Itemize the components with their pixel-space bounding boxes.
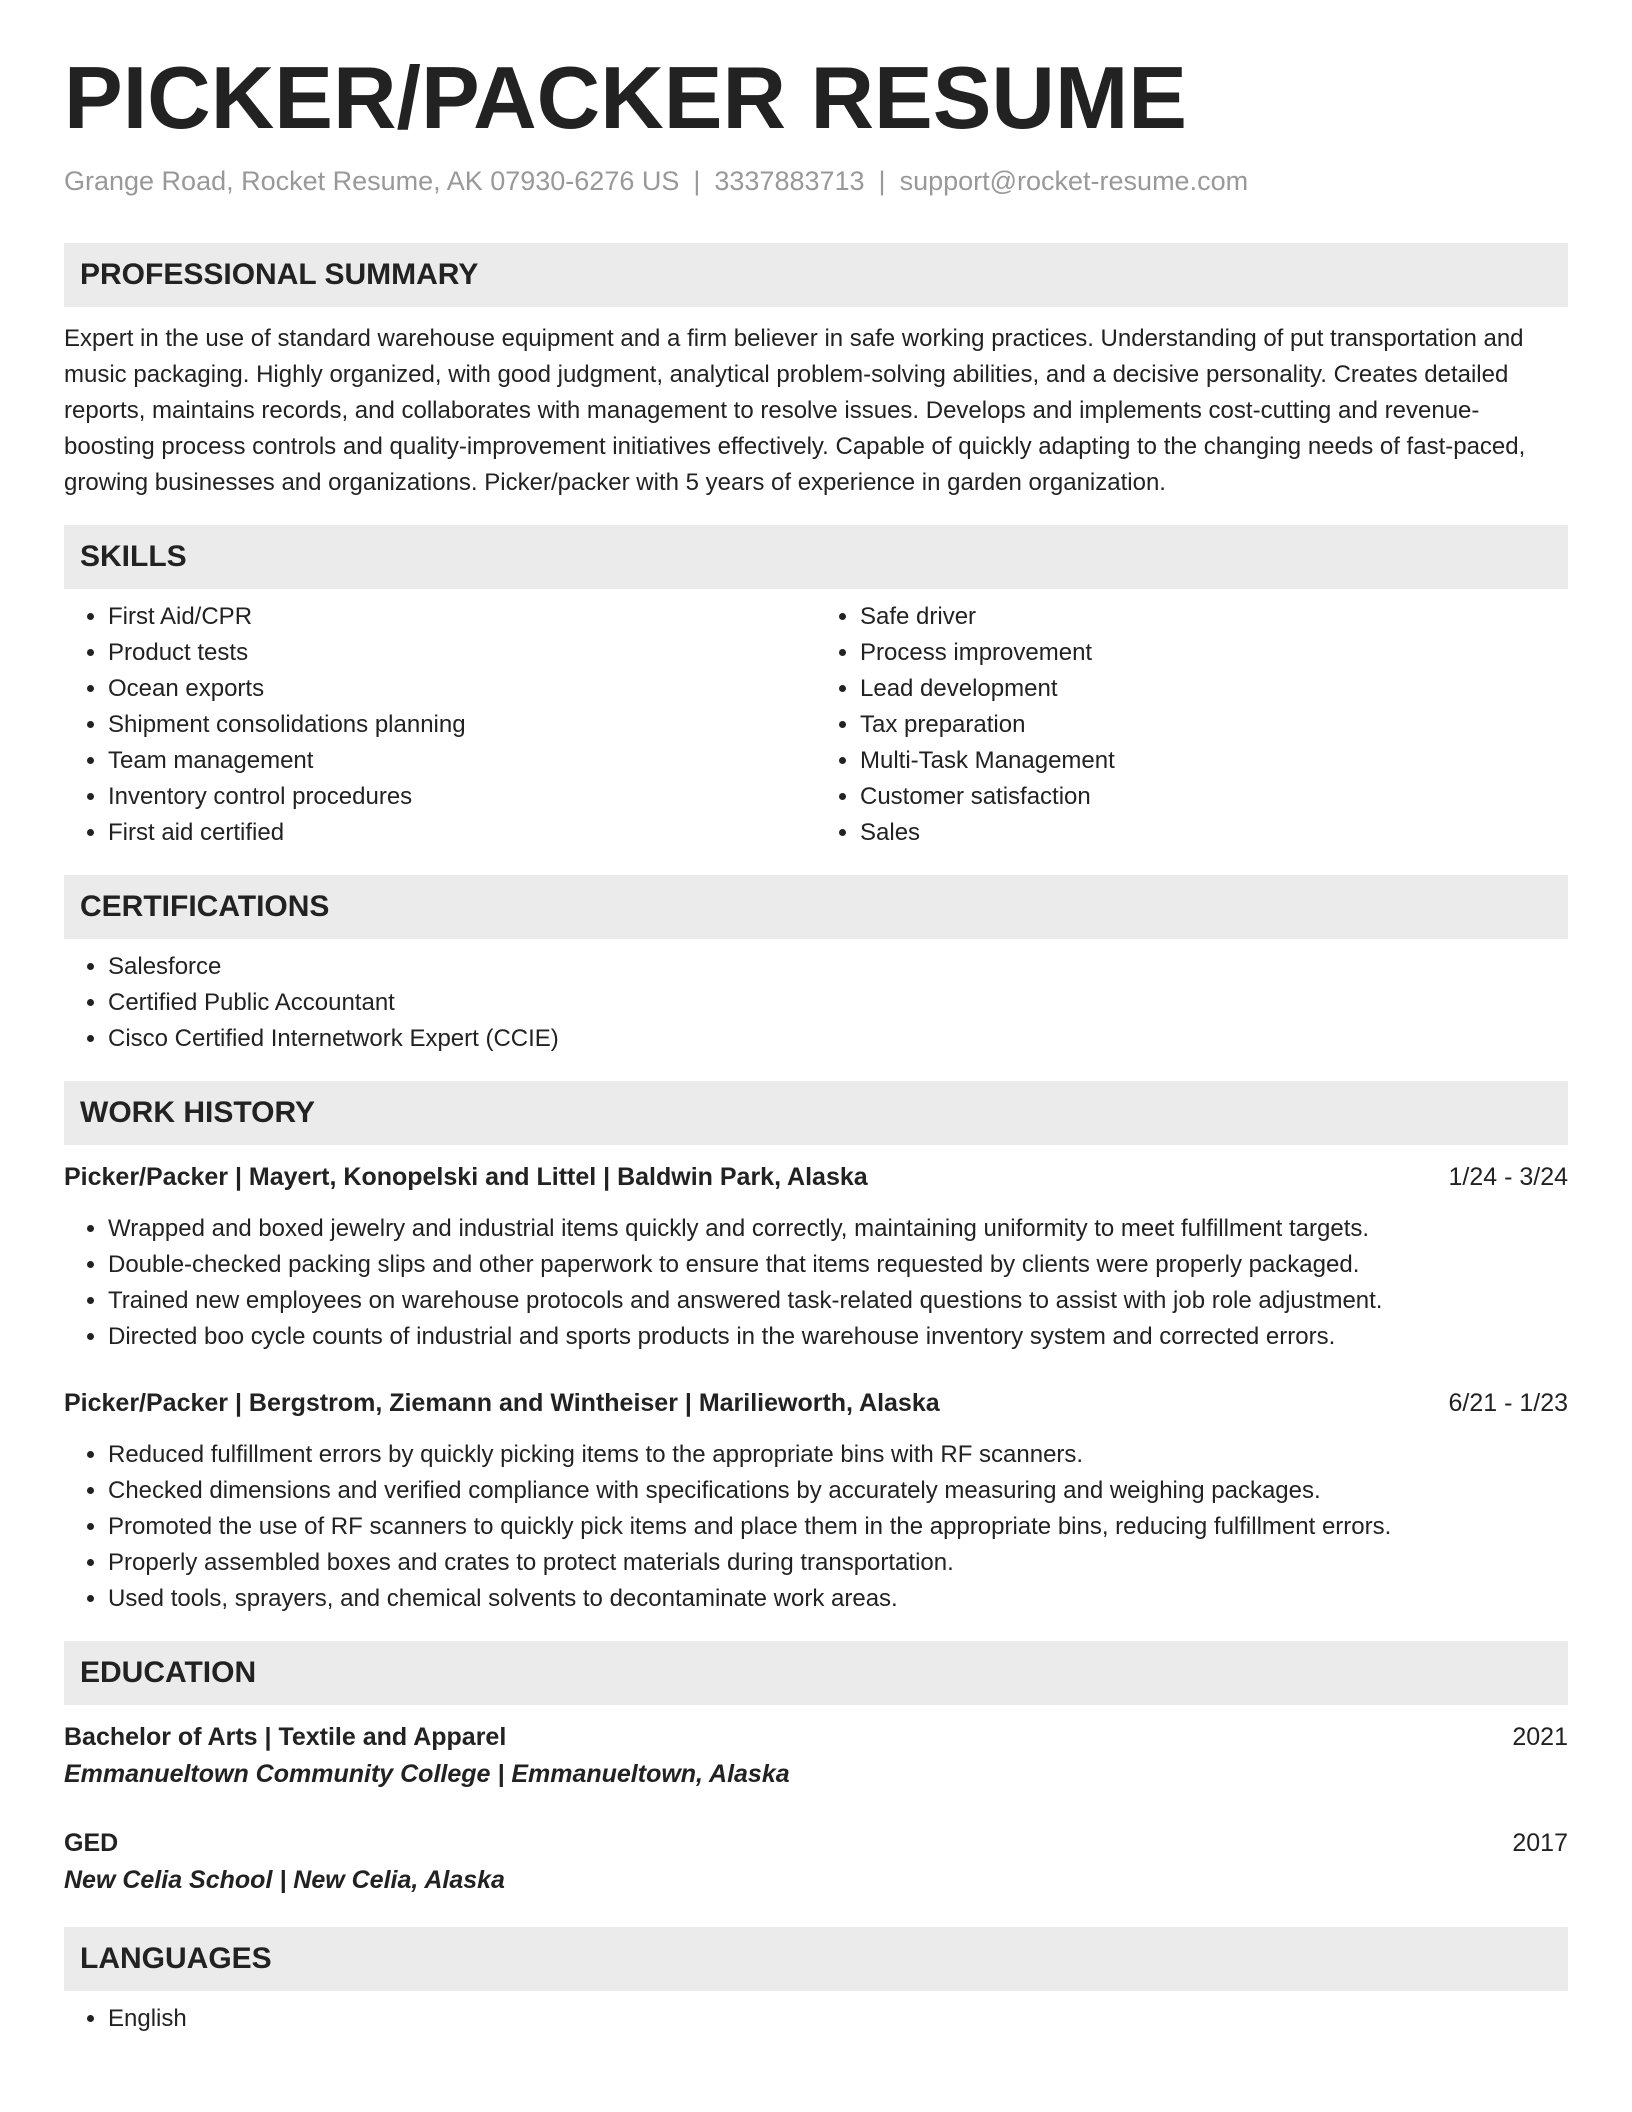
job-dates: 1/24 - 3/24 [1448, 1163, 1568, 1192]
job-bullet: • Trained new employees on warehouse protocols and answered task-related questions to assist with job role adjustment. [108, 1283, 1568, 1319]
resume-title: PICKER/PACKER RESUME [64, 48, 1187, 147]
skills-list-left [64, 599, 816, 851]
skill-item: • Team management [108, 743, 816, 779]
separator: | [693, 166, 701, 197]
education-school: Emmanueltown Community College | Emmanueltown, Alaska [64, 1760, 790, 1789]
certification-item: • Cisco Certified Internetwork Expert (CCIE) [108, 1021, 1568, 1057]
skill-item: • Sales [860, 815, 1568, 851]
job-title: Picker/Packer | Bergstrom, Ziemann and Wintheiser | Marilieworth, Alaska [64, 1389, 940, 1418]
skill-item: • First aid certified [108, 815, 816, 851]
section-header-summary: PROFESSIONAL SUMMARY [64, 243, 1568, 307]
skill-item: • Lead development [860, 671, 1568, 707]
education-year: 2021 [1512, 1723, 1568, 1752]
certification-item: • Salesforce [108, 949, 1568, 985]
section-header-skills: SKILLS [64, 525, 1568, 589]
education-heading [64, 1825, 1568, 1861]
job-bullet: • Properly assembled boxes and crates to protect materials during transportation. [108, 1545, 1568, 1581]
languages-list [64, 2001, 1568, 2037]
summary-text: Expert in the use of standard warehouse equipment and a firm believer in safe working practices. Understanding of put transportation and music packaging. Highly organized, with good judgment, analytical problem-solving abilities, and a decisive personality. Creates detailed reports, maintains records, and collaborates with management to resolve issues. Develops and implements cost-cutting and revenue-boosting process controls and quality-improvement initiatives effectively. Capable of quickly adapting to the changing needs of fast-paced, growing businesses and organizations. Picker/packer with 5 years of experience in garden organization. [64, 325, 1526, 497]
education-degree: GED [64, 1829, 119, 1858]
contact-line [64, 166, 1568, 197]
section-header-certifications: CERTIFICATIONS [64, 875, 1568, 939]
job-bullet: • Checked dimensions and verified compliance with specifications by accurately measuring and weighing packages. [108, 1473, 1568, 1509]
job-heading [64, 1385, 1568, 1421]
language-item: • English [108, 2001, 1568, 2037]
job-bullet: • Used tools, sprayers, and chemical solvents to decontaminate work areas. [108, 1581, 1568, 1617]
skill-item: • Customer satisfaction [860, 779, 1568, 815]
job-bullet: • Wrapped and boxed jewelry and industrial items quickly and correctly, maintaining uniformity to meet fulfillment targets. [108, 1211, 1568, 1247]
address: Grange Road, Rocket Resume, AK 07930-6276 US [64, 166, 680, 197]
job-bullets [64, 1437, 1568, 1617]
section-header-languages: LANGUAGES [64, 1927, 1568, 1991]
education-school: New Celia School | New Celia, Alaska [64, 1866, 505, 1895]
job-bullets [64, 1211, 1568, 1355]
section-header-work-history: WORK HISTORY [64, 1081, 1568, 1145]
certifications-list [64, 949, 1568, 1057]
skills-columns [64, 599, 1568, 851]
education-degree: Bachelor of Arts | Textile and Apparel [64, 1723, 507, 1752]
job-bullet: • Double-checked packing slips and other paperwork to ensure that items requested by clients were properly packaged. [108, 1247, 1568, 1283]
skill-item: • Inventory control procedures [108, 779, 816, 815]
education-heading [64, 1719, 1568, 1755]
skill-item: • First Aid/CPR [108, 599, 816, 635]
certification-item: • Certified Public Accountant [108, 985, 1568, 1021]
email: support@rocket-resume.com [899, 166, 1249, 197]
section-header-education: EDUCATION [64, 1641, 1568, 1705]
job-heading [64, 1159, 1568, 1195]
skill-item: • Product tests [108, 635, 816, 671]
education-year: 2017 [1512, 1829, 1568, 1858]
job-dates: 6/21 - 1/23 [1448, 1389, 1568, 1418]
skill-item: • Safe driver [860, 599, 1568, 635]
skills-list-right [816, 599, 1568, 851]
skill-item: • Multi-Task Management [860, 743, 1568, 779]
job-bullet: • Promoted the use of RF scanners to quickly pick items and place them in the appropriate bins, reducing fulfillment errors. [108, 1509, 1568, 1545]
job-title: Picker/Packer | Mayert, Konopelski and Littel | Baldwin Park, Alaska [64, 1163, 868, 1192]
skill-item: • Ocean exports [108, 671, 816, 707]
job-bullet: • Reduced fulfillment errors by quickly picking items to the appropriate bins with RF scanners. [108, 1437, 1568, 1473]
job-bullet: • Directed boo cycle counts of industrial and sports products in the warehouse inventory system and corrected errors. [108, 1319, 1568, 1355]
separator: | [878, 166, 886, 197]
skill-item: • Process improvement [860, 635, 1568, 671]
skill-item: • Shipment consolidations planning [108, 707, 816, 743]
phone: 3337883713 [714, 166, 865, 197]
skill-item: • Tax preparation [860, 707, 1568, 743]
